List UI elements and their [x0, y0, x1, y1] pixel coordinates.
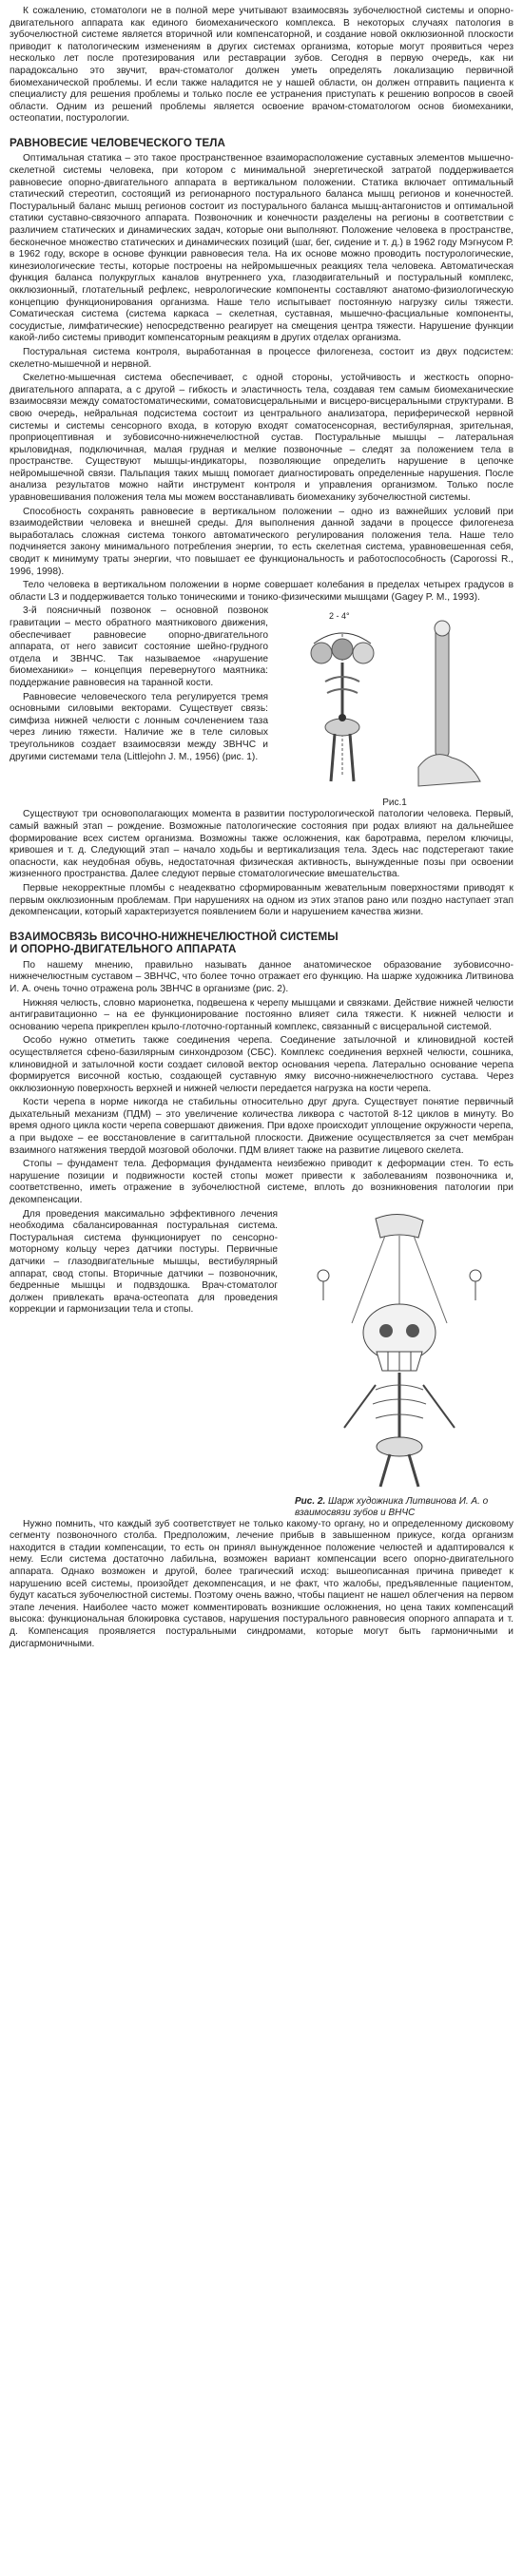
figure-2-caption — [285, 1496, 513, 1519]
section-title-tmj — [10, 931, 513, 956]
figure-2-caption-number: Рис. 2. — [295, 1495, 326, 1507]
figure-1-caption: Рис.1 — [382, 798, 407, 809]
section-title-balance: РАВНОВЕСИЕ ЧЕЛОВЕЧЕСКОГО ТЕЛА — [10, 136, 225, 149]
figure-2-cartoon — [285, 1209, 513, 1494]
body-paragraph: Тело человека в вертикальном положении в норме совершает колебания в пределах четырех градусов в области L3 и поддерживается только тоническими и тонико-физическими мышцами (Gagey P. M., 1993). — [10, 580, 513, 603]
body-paragraph: Постуральная система контроля, выработанная в процессе филогенеза, состоит из двух подсистем: скелетно-мышечной и нервной. — [10, 346, 513, 370]
body-paragraph: По нашему мнению, правильно называть данное анатомическое образование зубовисочно-нижнечелюстным суставом – ЗВНЧС, что более точно отражает его функцию. На шарже художника Литвинова И. А. очень точно отражена роль ЗВНЧС в организме (рис. 2). — [10, 959, 513, 994]
body-paragraph: Способность сохранять равновесие в вертикальном положении – одно из важнейших условий при взаимодействии человека и внешней среды. Для выполнения данной задачи в процессе филогенеза выработалась сложная система тонкого автоматического регулирования положения тела. Наше тело подчиняется закону минимального потребления энергии, то есть скелетная система, уравновешенная себя, сводит к минимуму траты энергии, что повышает ее функциональность и работоспособность (Caporossi R., 1996, 1998). — [10, 506, 513, 577]
figure-2 — [285, 1209, 513, 1519]
body-paragraph: 3-й поясничный позвонок – основной позвонок гравитации – место обратного маятникового движения, обеспечивает равновесие опорно-двигательного аппарата, от него зависит состояние шейно-грудного отдела и ЗВНЧС. Так называемое «нарушение биомеханики» – концепция перевернутого маятника: поддержание равновесия на таранной кости. — [10, 606, 268, 688]
figure-1 — [276, 606, 513, 809]
body-paragraph: Существуют три основополагающих момента в развитии постурологической патологии человека. Первый, самый важный этап – рождение. Возможные патологические состояния при родах влияют на дальнейшее формирование всех систем организма. Возможны также осложнения, как баротравма, перелом ключицы, кривошея и т. д. Следующий этап – начало ходьбы и вертикализация тела. Здесь нас подстерегают такие опасности, как неудобная обувь, недостаточная физическая активность, вынужденные позы при освоении жизненного пространства. Далее следуют первые стоматологические вмешательства. — [10, 809, 513, 880]
body-paragraph: Нижняя челюсть, словно марионетка, подвешена к черепу мышцами и связками. Действие нижней челюсти антигравитационно – на ее функционирование постоянно влияет сила тяжести. К нижней челюсти и основанию черепа прикреплен крыло-глоточно-гортанный комплекс, связанный с висцеральной системой. — [10, 997, 513, 1032]
section-title-line2: И ОПОРНО-ДВИГАТЕЛЬНОГО АППАРАТА — [10, 943, 237, 956]
body-paragraph: Первые некорректные пломбы с неадекватно сформированным жевательным поверхностями приводят к первым окклюзионным проблемам. При нарушениях на одном из этих этапов рано или поздно наступает этап декомпенсации, который характеризуется появлением боли и нарушением качества жизни. — [10, 882, 513, 918]
angle-label: 2 - 4° — [329, 611, 350, 622]
body-paragraph: Стопы – фундамент тела. Деформация фундамента неизбежно приводит к деформации стен. То есть нарушение позиции и подвижности костей стопы может привести к заболеваниям позвоночника и, соответственно, иметь отражение в зубочелюстной системе, вплоть до возникновения патологии при декомпенсации. — [10, 1159, 513, 1206]
figure2-row — [10, 1209, 513, 1519]
figure1-text-column — [10, 606, 268, 765]
body-paragraph: Кости черепа в норме никогда не стабильны относительно друг друга. Существует понятие первичный дыхательный механизм (ПДМ) – это увеличение количества ликвора с частотой 8-12 циклов в минуту. Во время одного цикла кости черепа совершают движения. При вдохе происходит уплощение окружности черепа, а при выдохе – ее восстановление в сагиттальной плоскости. Движение осуществляется за счет мембран взаимного натяжения твердой мозговой оболочки. ПДМ влияет также на развитие лицевого скелета. — [10, 1097, 513, 1156]
body-paragraph: Нужно помнить, что каждый зуб соответствует не только какому-то органу, но и определенному дисковому сегменту позвоночного столба. Предположим, лечение прибыв в завышенном прикусе, когда организм находится в стадии компенсации, то есть он принял вынужденное положение челюстей и адаптировался к нему. Если система достаточно лабильна, возможен вариант компенсации всего опорно-двигательного аппарата. Однако возможен и другой, более трагический исход: вышеописанная причина приведет к нарушению всей системы, произойдет декомпенсация, и не факт, что жалобы, предъявленные пациентом, будут касаться зубочелюстной системы. Поэтому очень важно, чтобы пациент не нашел облегчения на первом этапе лечения. Наиболее часто может комментировать возникшие осложнения, но цена таких компенсаций высока: функциональная блокировка суставов, нарушения постурального равновесия опорного аппарата и т. д. Компенсация проявляется постуральными синдромами, которые могут быть гармоничными и дисгармоничными. — [10, 1518, 513, 1649]
figure-1-illustration — [276, 606, 513, 796]
body-paragraph: Скелетно-мышечная система обеспечивает, с одной стороны, устойчивость и жесткость опорно-двигательного аппарата, а с другой – гибкость и эластичность тела, создавая тем самым биомеханические взаимосвязи между соматостоматическими, соматовисцеральными и висцеро-висцеральными структурами. В свою очередь, нейральная подсистема состоит из центрального анализатора, периферической нервной системы и системы сенсорного входа, в которую входят соматосенсорная, вестибулярная, зрительная, проприоцептивная и зубовисочно-нижнечелюстной сустав. Постуральные мышцы – латеральная крыловидная, подключичная, малая грудная и мелкие позвоночные – следят за положением тела в пространстве. Существуют мышцы-индикаторы, позволяющие определить нарушение в цепочке нейромышечной связи. Пальпация таких мышц помогает диагностировать определенные нарушения. После анализа результатов можно найти инструмент контроля и управления организмом. Только после уравновешивания положения тела мы можем восстанавливать биомеханику зубочелюстной системы. — [10, 373, 513, 504]
figure2-text-column — [10, 1209, 278, 1318]
body-paragraph: Равновесие человеческого тела регулируется тремя основными силовыми векторами. Существует связь: симфиза нижней челюсти с лонным сочленением таза через линию тяжести. Наличие же в теле силовых треугольников создает взаимосвязи между ЗВНЧС и другими системами тела (Littlejohn J. M., 1956) (рис. 1). — [10, 691, 268, 762]
figure-2-caption-text: Шарж художника Литвинова И. А. о взаимосвязи зубов и ВНЧС — [295, 1495, 489, 1518]
intro-paragraph: К сожалению, стоматологи не в полной мере учитывают взаимосвязь зубочелюстной системы и опорно-двигательного аппарата как единого биомеханического комплекса. В некоторых случаях патология в зубочелюстной системе является вторичной или компенсаторной, и создание новой окклюзионной плоскости приводит к патологическим изменениям в других системах организма, которые могут проявиться через несколько лет после протезирования или реставрации зубов. Сегодня в первую очередь, как ни парадоксально это звучит, врач-стоматолог должен уметь определять локализацию первичной биомеханической проблемы. И если также наладится не у нашей области, он должен отправить пациента к специалисту для решения проблемы и только после ее устранения приступать к решению вопросов в своей области. Одним из решений проблемы является освоение врачом-стоматологом основ биомеханики, остеопатии, постурологии. — [10, 6, 513, 125]
body-paragraph: Для проведения максимально эффективного лечения необходима сбалансированная постуральная система. Постуральная система функционирует по сенсорно-моторному кольцу через датчики постуры. Первичные датчики – глазодвигательные мышцы, вестибулярный аппарат, свод стопы. Вторичные датчики – позвоночник, бедренные мышцы и подвздошка. Врач-стоматолог должен привлекать врача-остеопата для проведения коррекции и гармонизации тела и стопы. — [10, 1208, 278, 1316]
body-paragraph: Особо нужно отметить также соединения черепа. Соединение затылочной и клиновидной костей осуществляется сфено-базилярным синхондрозом (СБС). Комплекс соединения верхней челюсти, сошника, клиновидной и затылочной кости создает силовой вектор основания черепа. Латерально основание черепа формируется височной костью, создающей суставную ямку височно-нижнечелюстного сустава. Через окклюзионную поверхность верхней и нижней челюсти передается нагрузка на кости черепа. — [10, 1035, 513, 1094]
body-paragraph: Оптимальная статика – это такое пространственное взаиморасположение суставных элементов мышечно-скелетной системы человека, при котором с минимальной энергетической затратой поддерживается равновесие опорно-двигательного аппарата в вертикальном положении. Статика включает оптимальный статический стереотип, состоящий из регионарного постурального баланса мышц регионов и конечностей. Постуральный баланс мышц регионов состоит из постурального баланса мышц-антагонистов и оптимальной статики суставно-связочного аппарата. Позвоночник и конечности разделены на регионы в соответствии с различием статических и динамических задач, которые они выполняют. Положение человека в пространстве, бесконечное множество статических и динамических позиций (шаг, бег, сидение и т. д.) в 1962 году Мэгнусом Р. в 1962 году, вскоре в основе функции равновесия тела. На их основе можно проводить постурологические, кинезиологические тесты, которые построены на нейромышечных реакциях тела человека. Автоматическая функция баланса полукруглых каналов внутреннего уха, глазодвигательный и постуральный комплекс, окклюзионный, глотательный рефлекс, неврологические компоненты составляют анатомо-физиологическую концепцию функционирования организма. Наше тело испытывает постоянную нагрузку силы тяжести. Соматическая система (система каркаса – скелетная, суставная, мышечно-фасциальные компоненты, сосудистые, лимфатические) непосредственно реагирует на смещения центра тяжести. Нарушение функции какой-либо системы приводит компенсаторным реакциям в других отделах организма. — [10, 153, 513, 344]
figure1-row — [10, 606, 513, 809]
section-title-line1: ВЗАИМОСВЯЗЬ ВИСОЧНО-НИЖНЕЧЕЛЮСТНОЙ СИСТЕМЫ — [10, 930, 339, 943]
